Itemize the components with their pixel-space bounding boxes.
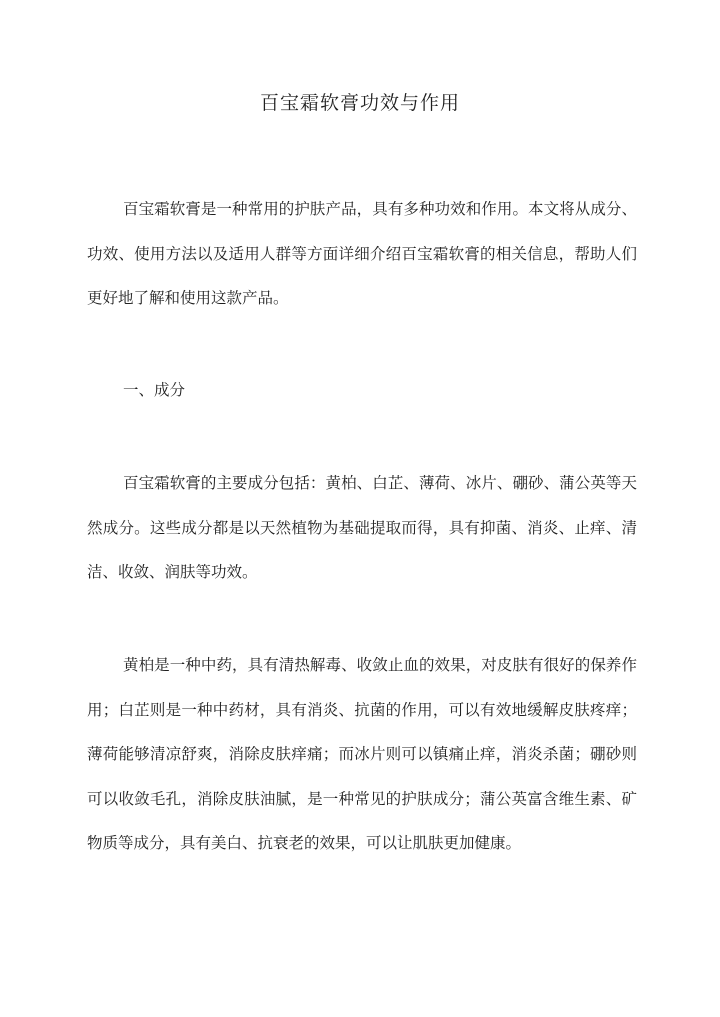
- ingredients-paragraph: 百宝霜软膏的主要成分包括：黄柏、白芷、薄荷、冰片、硼砂、蒲公英等天然成分。这些成分都是以天然植物为基础提取而得，具有抑菌、消炎、止痒、清洁、收敛、润肤等功效。: [87, 474, 637, 581]
- ingredient-detail-paragraph: 黄柏是一种中药，具有清热解毒、收敛止血的效果，对皮肤有很好的保养作用；白芷则是一种中药材，具有消炎、抗菌的作用，可以有效地缓解皮肤疼痒；薄荷能够清凉舒爽，消除皮肤痒痛；而冰片则可以镇痛止痒，消炎杀菌；硼砂则可以收敛毛孔，消除皮肤油腻，是一种常见的护肤成分；蒲公英富含维生素、矿物质等成分，具有美白、抗衰老的效果，可以让肌肤更加健康。: [87, 656, 637, 852]
- section-heading: 一、成分: [123, 381, 186, 399]
- page-title: 百宝霜软膏功效与作用: [259, 92, 460, 114]
- intro-paragraph: 百宝霜软膏是一种常用的护肤产品，具有多种功效和作用。本文将从成分、功效、使用方法以及适用人群等方面详细介绍百宝霜软膏的相关信息，帮助人们更好地了解和使用这款产品。: [87, 200, 637, 307]
